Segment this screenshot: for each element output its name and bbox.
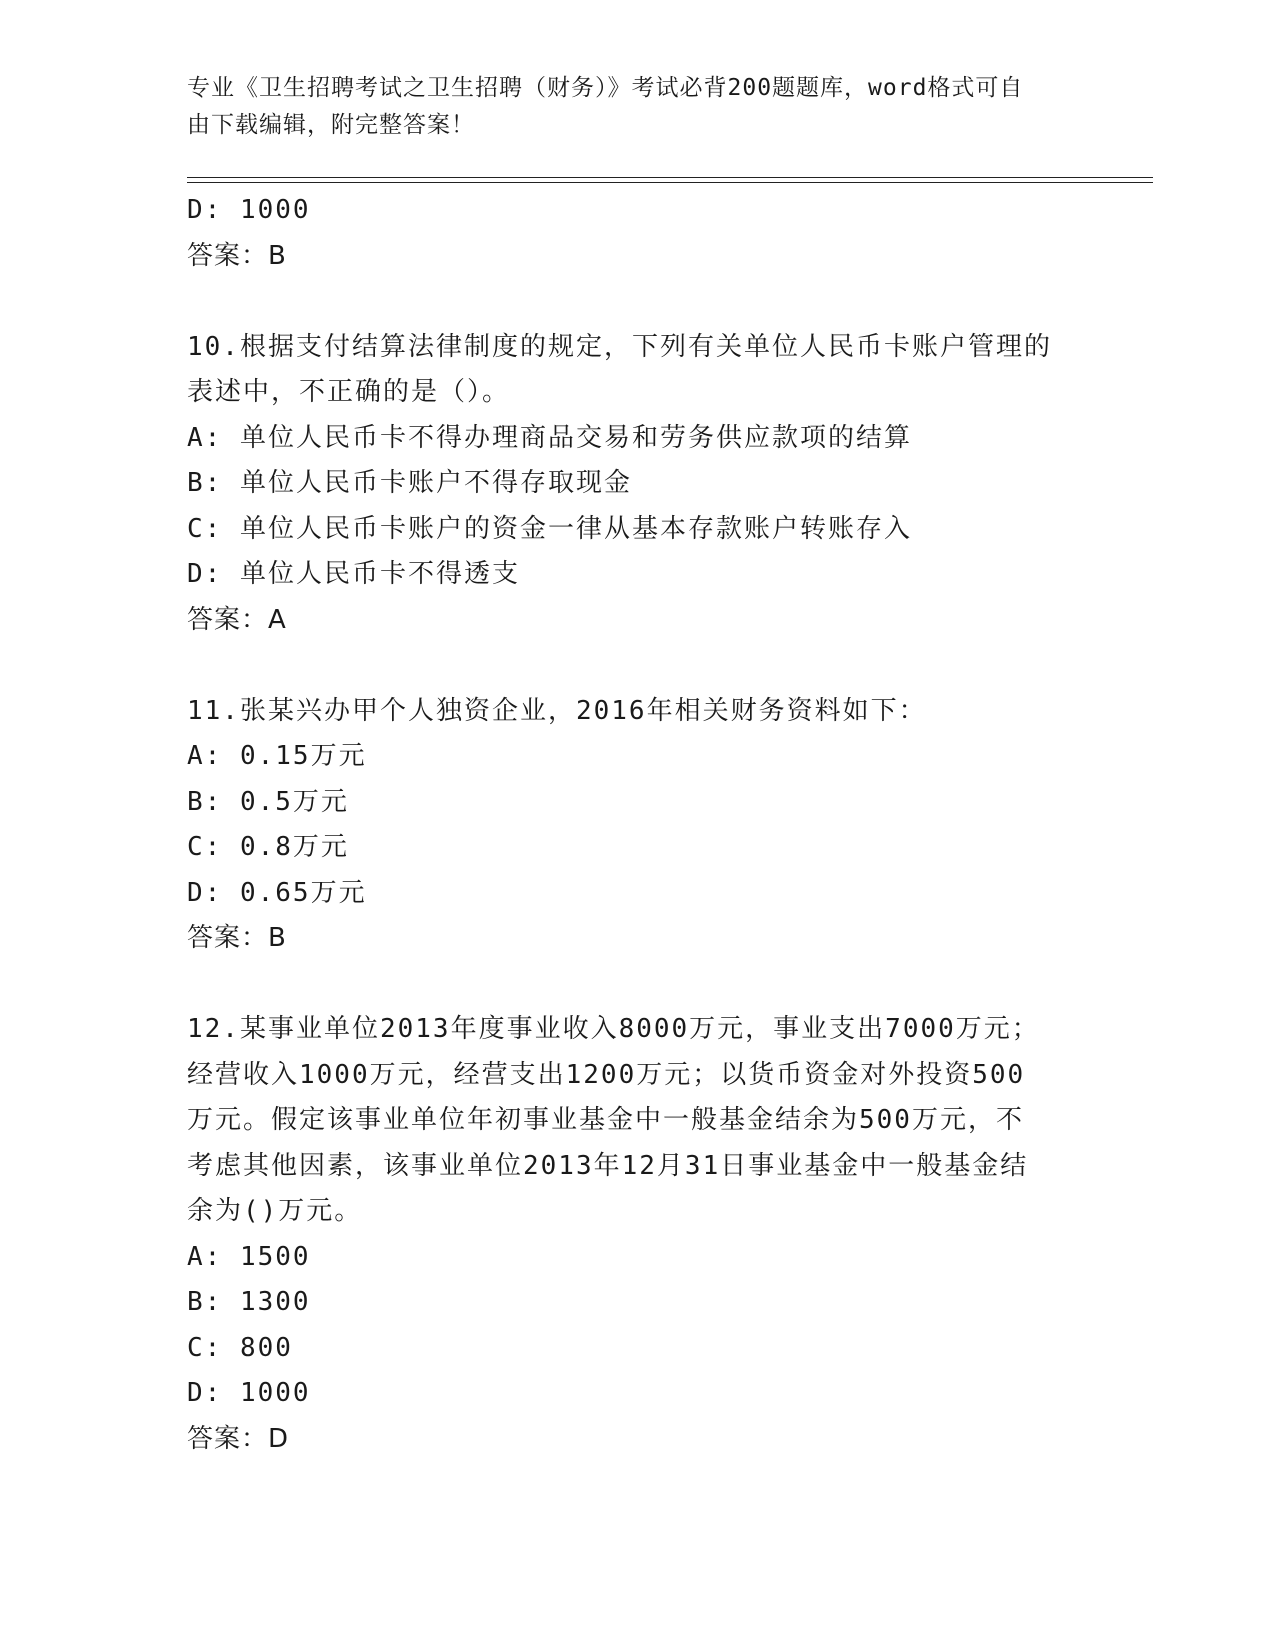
header-divider-bottom: [187, 182, 1153, 183]
header-divider-top: [187, 177, 1153, 178]
answer-line: 答案：B: [187, 240, 287, 271]
option-d: D: 1000: [187, 195, 311, 225]
answer-line: 答案：B: [187, 923, 287, 953]
option-c: C: 800: [187, 1332, 293, 1363]
option-a: A: 1500: [187, 1241, 311, 1272]
option-b: B: 0.5万元: [187, 786, 349, 817]
question-stem: 12.某事业单位2013年度事业收入8000万元，事业支出7000万元；: [187, 1014, 1040, 1044]
option-a: A: 0.15万元: [187, 741, 367, 771]
header-line-2: 由下载编辑，附完整答案！: [187, 112, 475, 138]
question-prev-tail: [187, 188, 1087, 279]
question-stem: 万元。假定该事业单位年初事业基金中一般基金结余为500万元，不: [187, 1105, 1024, 1135]
question-stem: 余为()万元。: [187, 1196, 363, 1226]
question-stem: 11.张某兴办甲个人独资企业，2016年相关财务资料如下：: [187, 695, 927, 726]
option-c: C: 单位人民币卡账户的资金一律从基本存款账户转账存入: [187, 513, 912, 544]
question-11: [187, 689, 1087, 962]
spacer: [187, 279, 1087, 325]
option-b: B: 1300: [187, 1287, 311, 1317]
question-stem: 10.根据支付结算法律制度的规定，下列有关单位人民币卡账户管理的: [187, 331, 1052, 362]
question-stem: 考虑其他因素，该事业单位2013年12月31日事业基金中一般基金结: [187, 1150, 1029, 1181]
header-line-1: 专业《卫生招聘考试之卫生招聘（财务）》考试必背200题题库，word格式可自: [187, 75, 1024, 101]
spacer: [187, 962, 1087, 1008]
spacer: [187, 643, 1087, 689]
question-10: [187, 325, 1087, 644]
option-a: A: 单位人民币卡不得办理商品交易和劳务供应款项的结算: [187, 422, 912, 453]
answer-line: 答案：A: [187, 604, 287, 635]
answer-line: 答案：D: [187, 1423, 290, 1454]
option-d: D: 单位人民币卡不得透支: [187, 559, 520, 589]
question-stem: 经营收入1000万元，经营支出1200万元；以货币资金对外投资500: [187, 1059, 1026, 1090]
option-b: B: 单位人民币卡账户不得存取现金: [187, 468, 632, 498]
document-header: [187, 70, 1087, 144]
option-c: C: 0.8万元: [187, 832, 349, 862]
option-d: D: 1000: [187, 1378, 311, 1408]
question-12: [187, 1007, 1087, 1462]
document-body: [187, 188, 1087, 1462]
question-stem: 表述中，不正确的是（）。: [187, 377, 511, 407]
option-d: D: 0.65万元: [187, 877, 367, 908]
